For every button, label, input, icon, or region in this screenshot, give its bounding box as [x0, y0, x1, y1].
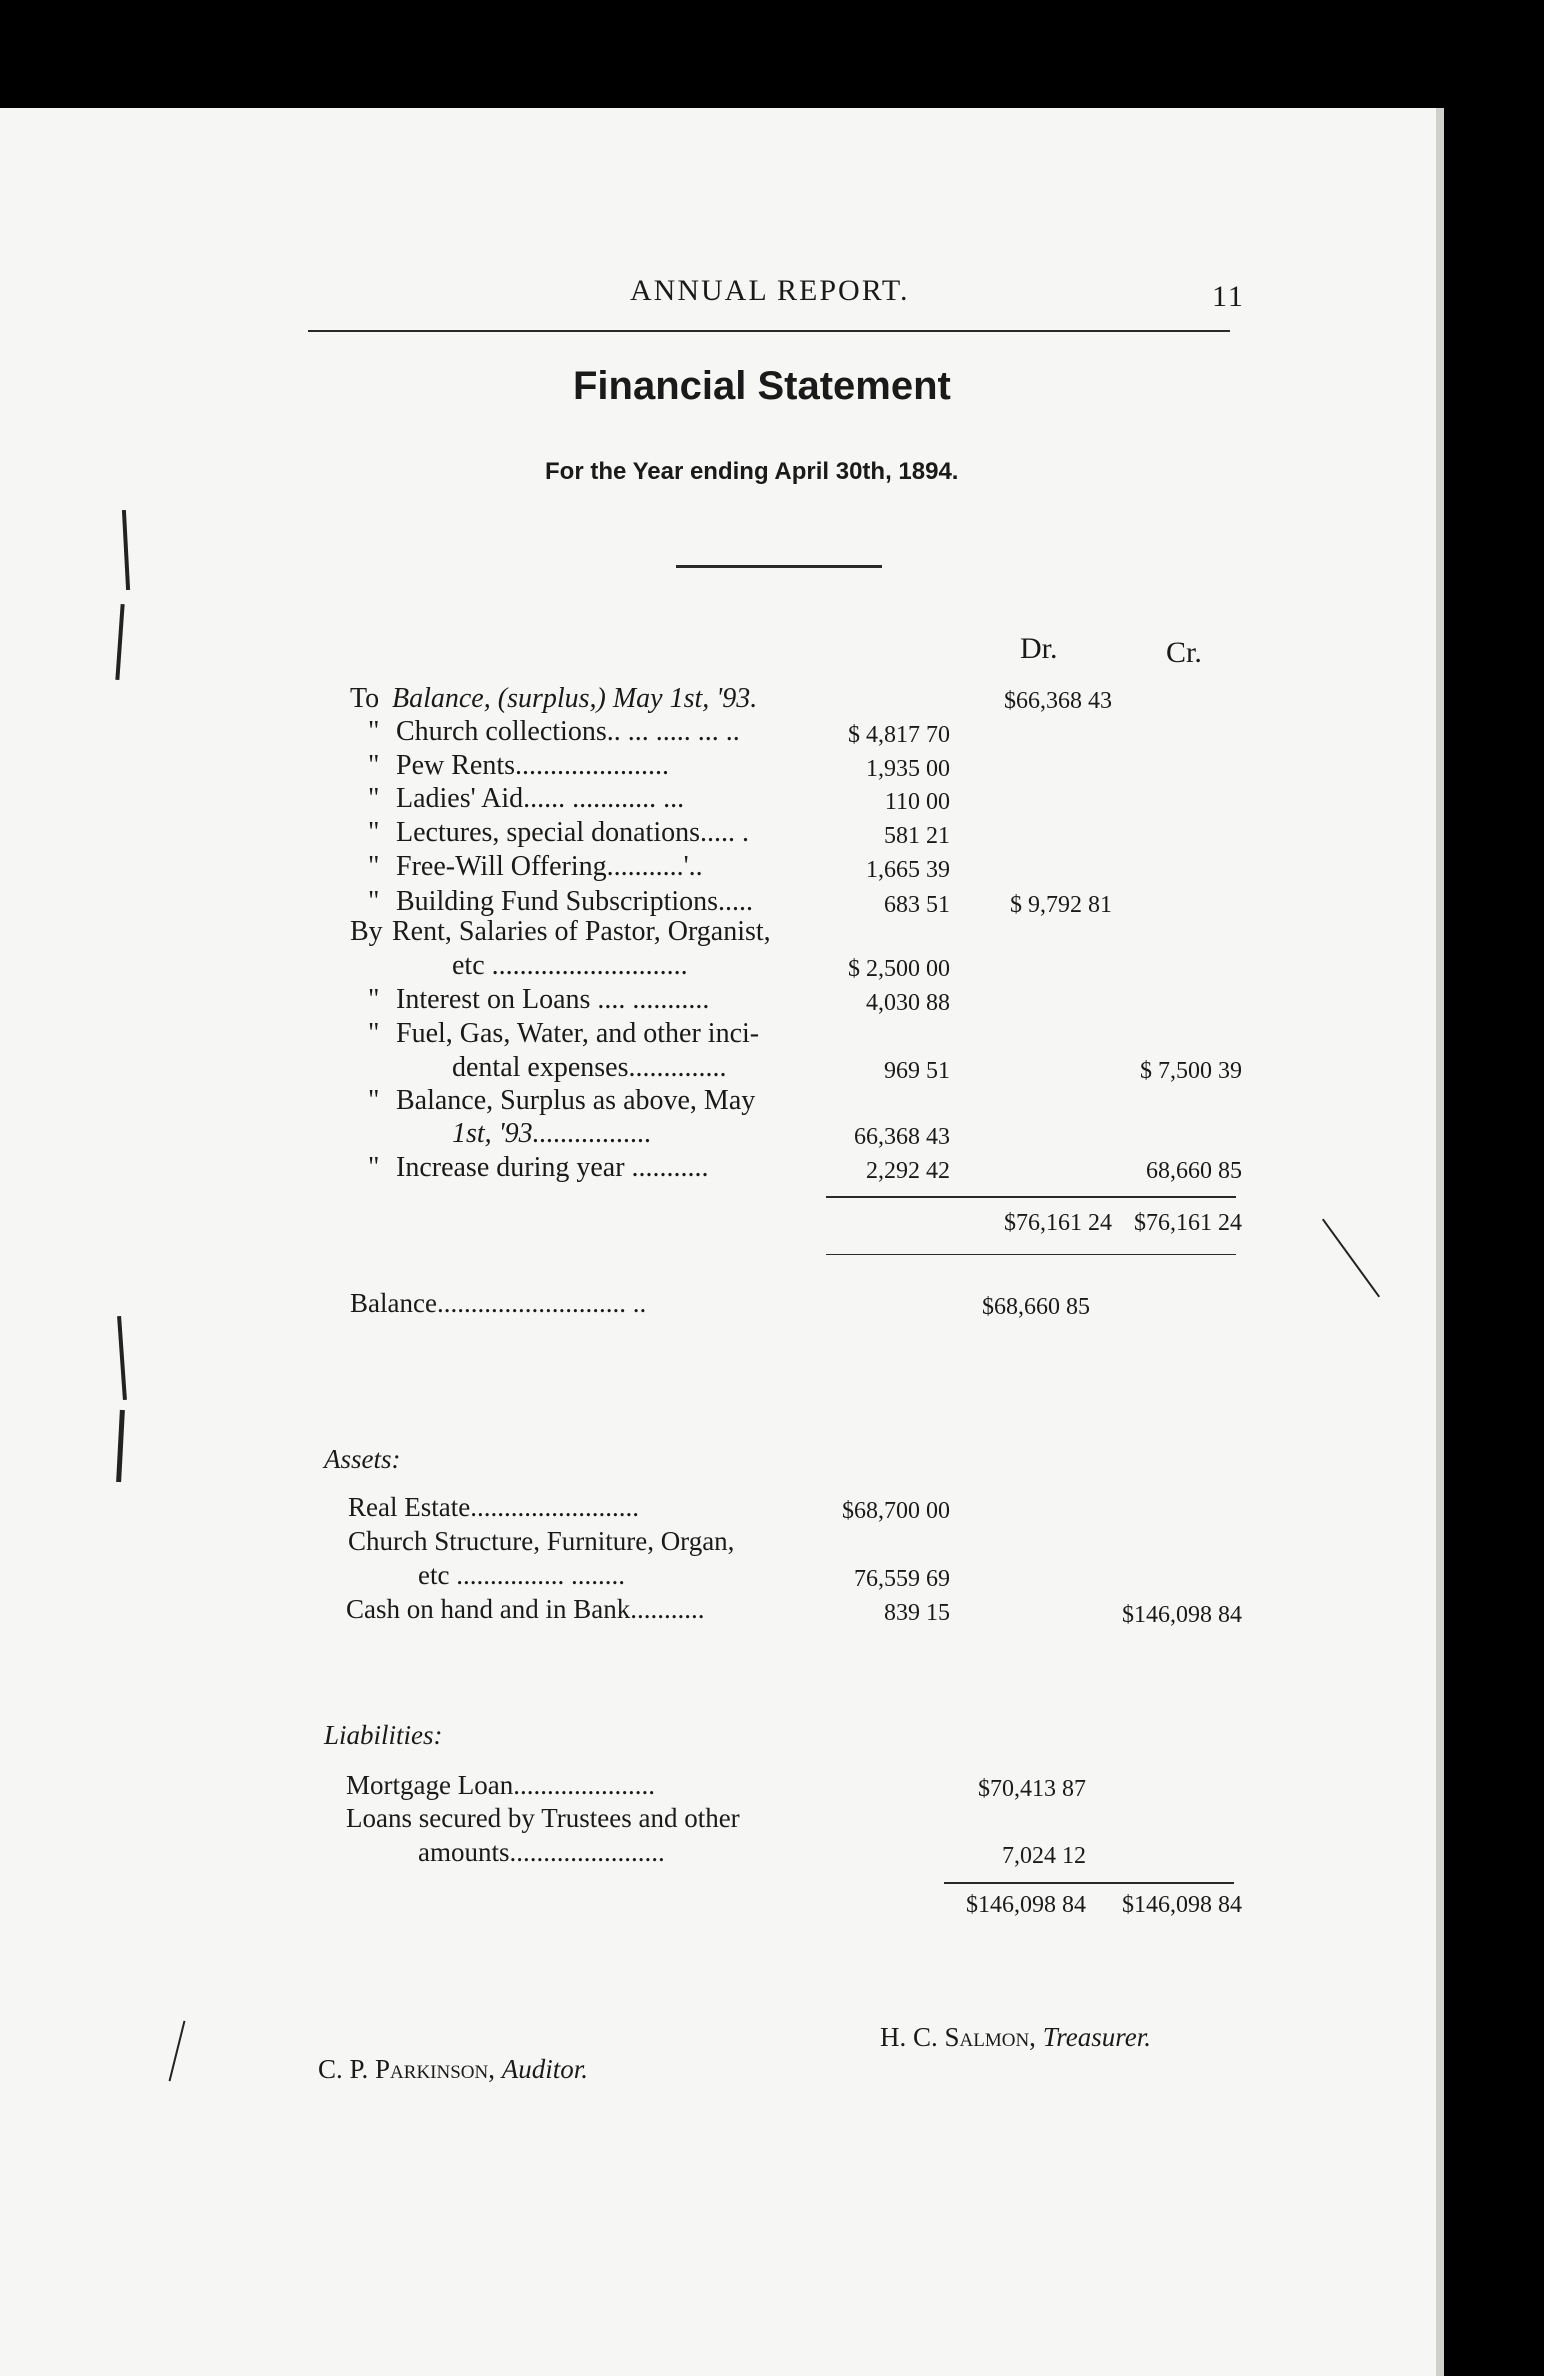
asset-label: Church Structure, Furniture, Organ, [348, 1526, 735, 1556]
row-label: Fuel, Gas, Water, and other inci- [396, 1018, 760, 1049]
row-lead: " [368, 851, 380, 882]
assets-total: $146,098 84 [1122, 1602, 1242, 1628]
amount-col3: $ 7,500 39 [1140, 1058, 1242, 1084]
liability-amount: $70,413 87 [978, 1776, 1086, 1802]
auditor-title: Auditor. [501, 2054, 588, 2084]
liability-label: Mortgage Loan..................... [346, 1770, 655, 1800]
asset-amount: $68,700 00 [842, 1498, 950, 1524]
row-label: Pew Rents...................... [396, 750, 669, 781]
amount-col1: 581 21 [884, 823, 950, 849]
page-edge [1436, 108, 1444, 2376]
row-label: Increase during year ........... [396, 1152, 709, 1183]
row-lead: " [368, 1085, 380, 1116]
amount-col1: 969 51 [884, 1058, 950, 1084]
row-lead: " [368, 886, 380, 917]
balance-label: Balance............................ .. [350, 1288, 647, 1318]
row-label: 1st, '93................. [452, 1118, 652, 1149]
liability-label: amounts....................... [418, 1837, 665, 1867]
row-lead: " [368, 1152, 380, 1183]
treasurer-name: H. C. Salmon, [880, 2022, 1036, 2052]
debit-column-header: Dr. [1020, 632, 1058, 665]
row-label: Building Fund Subscriptions..... [396, 886, 754, 917]
amount-col2: $ 9,792 81 [1010, 892, 1112, 918]
title-rule [676, 565, 882, 568]
auditor-signature [318, 2054, 588, 2085]
total-credit: $76,161 24 [1134, 1210, 1242, 1236]
amount-col1: 110 00 [884, 789, 950, 815]
document-page [0, 108, 1436, 2376]
row-lead: " [368, 1018, 380, 1049]
auditor-name: C. P. Parkinson, [318, 2054, 495, 2084]
final-total-debit: $146,098 84 [966, 1892, 1086, 1918]
credit-column-header: Cr. [1166, 636, 1202, 669]
row-label: Balance, (surplus,) May 1st, '93. [392, 683, 758, 714]
final-total-credit: $146,098 84 [1122, 1892, 1242, 1918]
row-label: dental expenses.............. [452, 1052, 727, 1083]
row-label: Free-Will Offering...........'.. [396, 851, 703, 882]
amount-col1: 1,935 00 [866, 756, 950, 782]
amount-col1: $ 2,500 00 [848, 956, 950, 982]
total-debit: $76,161 24 [1004, 1210, 1112, 1236]
row-label: Lectures, special donations..... . [396, 817, 750, 848]
treasurer-signature [880, 2022, 1151, 2053]
final-totals-rule [944, 1882, 1234, 1884]
row-label: etc ............................ [452, 950, 688, 981]
row-lead: " [368, 750, 380, 781]
assets-heading: Assets: [324, 1444, 401, 1474]
row-lead: By [350, 916, 383, 947]
amount-col1: 683 51 [884, 892, 950, 918]
asset-label: etc ................ ........ [418, 1560, 625, 1590]
liability-amount: 7,024 12 [1002, 1843, 1086, 1869]
treasurer-title: Treasurer. [1042, 2022, 1151, 2052]
amount-col2: $66,368 43 [1004, 688, 1112, 714]
amount-col1: 66,368 43 [854, 1124, 950, 1150]
row-label: Rent, Salaries of Pastor, Organist, [392, 916, 771, 947]
page-number: 11 [1212, 280, 1245, 313]
amount-col1: $ 4,817 70 [848, 722, 950, 748]
amount-col1: 1,665 39 [866, 857, 950, 883]
amount-col1: 2,292 42 [866, 1158, 950, 1184]
row-label: Balance, Surplus as above, May [396, 1085, 756, 1116]
page-title: Financial Statement [573, 364, 951, 408]
header-rule [308, 330, 1230, 332]
running-title: ANNUAL REPORT. [630, 274, 910, 307]
totals-rule-bottom [826, 1254, 1236, 1255]
asset-label: Cash on hand and in Bank........... [346, 1594, 705, 1624]
row-lead: " [368, 783, 380, 814]
asset-amount: 839 15 [884, 1600, 950, 1626]
row-lead: " [368, 817, 380, 848]
balance-amount: $68,660 85 [982, 1294, 1090, 1320]
asset-label: Real Estate......................... [348, 1492, 639, 1522]
row-lead: To [350, 683, 380, 714]
totals-rule-top [826, 1196, 1236, 1198]
row-lead: " [368, 984, 380, 1015]
row-label: Interest on Loans .... ........... [396, 984, 710, 1015]
asset-amount: 76,559 69 [854, 1566, 950, 1592]
row-label: Church collections.. ... ..... ... .. [396, 716, 740, 747]
liabilities-heading: Liabilities: [324, 1720, 443, 1750]
liability-label: Loans secured by Trustees and other [346, 1803, 740, 1833]
amount-col3: 68,660 85 [1146, 1158, 1242, 1184]
row-lead: " [368, 716, 380, 747]
amount-col1: 4,030 88 [866, 990, 950, 1016]
page-subtitle: For the Year ending April 30th, 1894. [545, 458, 959, 485]
row-label: Ladies' Aid...... ............ ... [396, 783, 685, 814]
